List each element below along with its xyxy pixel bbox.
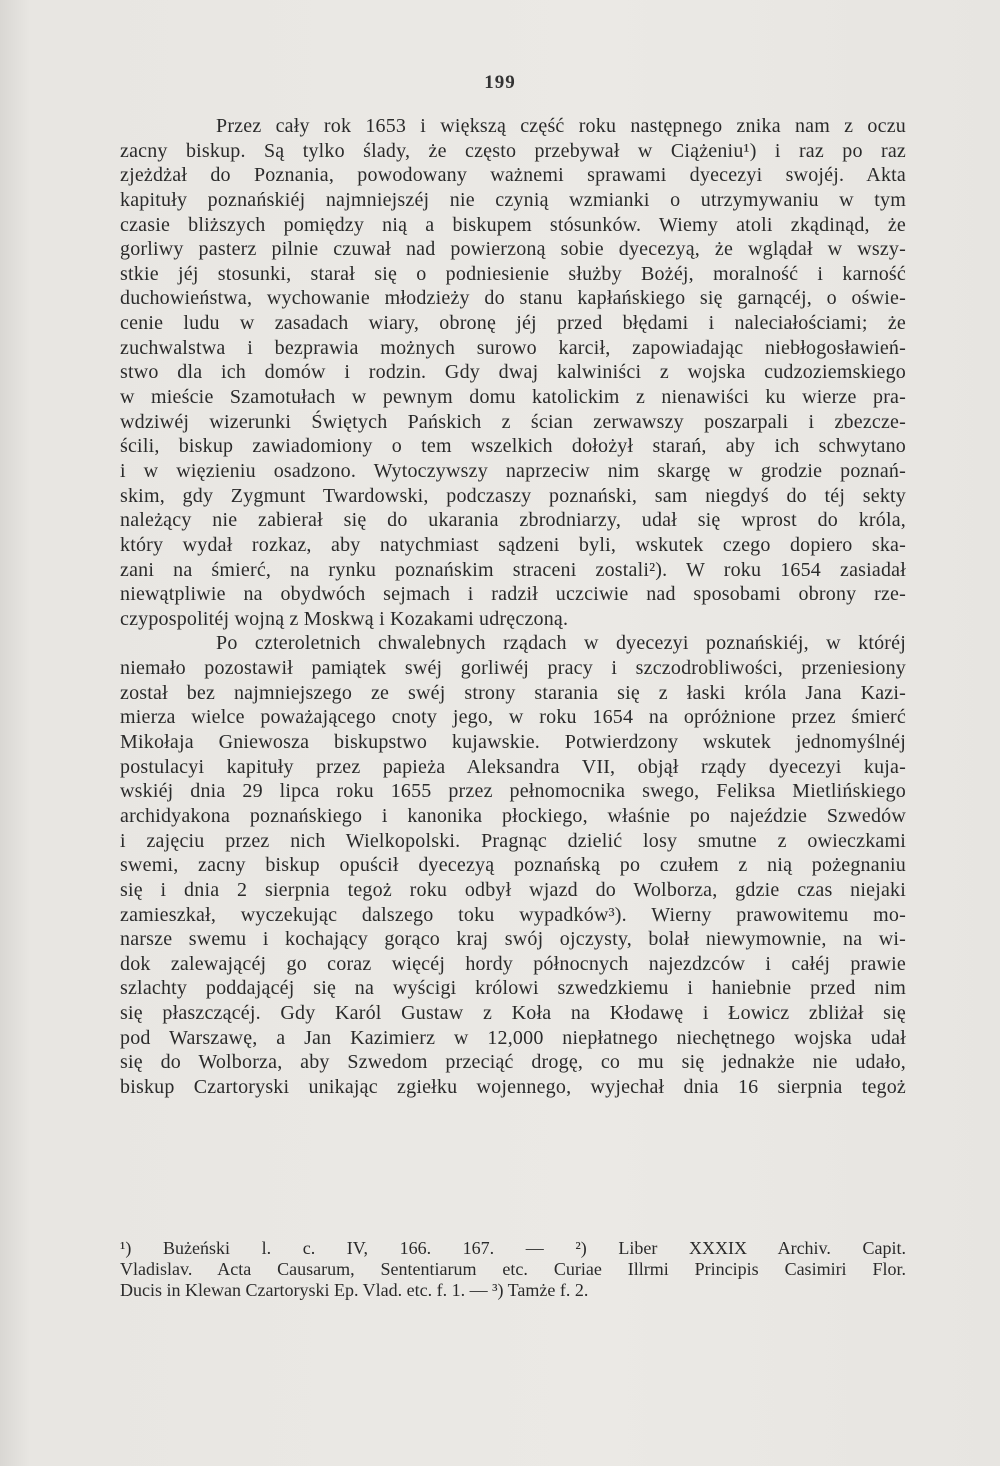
text-line: postulacyi kapituły przez papieża Aleksandra VII, objął rządy dyecezyi kuja- [120,755,906,778]
text-line: swemi, zacny biskup opuścił dyecezyą poznańską po czułem z nią pożegnaniu [120,854,906,877]
text-line: skim, gdy Zygmunt Twardowski, podczaszy poznański, sam niegdyś do téj sekty [120,484,906,507]
text-line: który wydał rozkaz, aby natychmiast sądzeni byli, wskutek czego dopiero ska- [120,533,906,556]
text-line: zuchwalstwa i bezprawia możnych surowo karcił, zapowiadając niebłogosławień- [120,336,906,359]
text-line: należący nie zabierał się do ukarania zbrodniarzy, udał się wprost do króla, [120,509,906,532]
text-line: gorliwy pasterz pilnie czuwał nad powierzoną sobie dyecezyą, że wglądał w wszy- [120,238,906,261]
text-line: niewątpliwie na obydwóch sejmach i radził uczciwie nad sposobami obrony rze- [120,583,906,606]
text-line: został bez najmniejszego ze swéj strony starania się z łaski króla Jana Kazi- [120,681,906,704]
text-line: pod Warszawę, a Jan Kazimierz w 12,000 niepłatnego niechętnego wojska udał [120,1026,906,1049]
text-line: mierza wielce poważającego cnoty jego, w roku 1654 na opróżnione przez śmierć [120,706,906,729]
text-line: czasie bliższych pomiędzy nią a biskupem stósunków. Wiemy atoli zkądinąd, że [120,213,906,236]
text-line: stwo dla ich domów i rodzin. Gdy dwaj kalwiniści z wojska cudzoziemskiego [120,361,906,384]
text-line: narsze swemu i kochający gorąco kraj swój ojczysty, bolał niewymownie, na wi- [120,928,906,951]
page-number: 199 [484,72,516,93]
text-line: cenie ludu w zasadach wiary, obronę jéj przed błędami i naleciałościami; że [120,312,906,335]
text-line: i w więzieniu osadzono. Wytoczywszy naprzeciw nim skargę w grodzie poznań- [120,459,906,482]
text-line: Mikołaja Gniewosza biskupstwo kujawskie. Potwierdzony wskutek jednomyślnéj [120,731,906,754]
footnote-line: Ducis in Klewan Czartoryski Ep. Vlad. etc. f. 1. — ³) Tamże f. 2. [120,1280,589,1300]
text-line: duchowieństwa, wychowanie młodzieży do stanu kapłańskiego się garnącéj, o oświe- [120,287,906,310]
footnote-line: Vladislav. Acta Causarum, Sententiarum etc. Curiae Illrmi Principis Casimiri Flor. [120,1259,906,1279]
footnotes [120,1238,906,1301]
text-line: się do Wolborza, aby Szwedom przeciąć drogę, co mu się jednakże nie udało, [120,1051,906,1074]
text-line: Po czteroletnich chwalebnych rządach w dyecezyi poznańskiéj, w któréj [216,632,906,655]
text-line: czypospolitéj wojną z Moskwą i Kozakami udręczoną. [120,607,569,630]
text-line: ścili, biskup zawiadomiony o tem wszelkich dołożył starań, aby ich schwytano [120,435,906,458]
text-line: w mieście Szamotułach w pewnym domu katolickim z nienawiści ku wierze pra- [120,386,906,409]
text-line: zani na śmierć, na rynku poznańskim straceni zostali²). W roku 1654 zasiadał [120,558,906,581]
main-text [120,114,906,1100]
text-line: archidyakona poznańskiego i kanonika płockiego, właśnie po najeździe Szwedów [120,804,906,827]
text-line: wskiéj dnia 29 lipca roku 1655 przez pełnomocnika swego, Feliksa Mietlińskiego [120,780,906,803]
text-line: dok zalewającéj go coraz więcéj hordy północnych najezdzców i całéj prawie [120,952,906,975]
text-line: wdziwéj wizerunki Świętych Pańskich z ścian zerwawszy poszarpali i zbezcze- [120,410,906,433]
text-line: zjeżdżał do Poznania, powodowany ważnemi sprawami dyecezyi swojéj. Akta [120,164,906,187]
text-line: się i dnia 2 sierpnia tegoż roku odbył wjazd do Wolborza, gdzie czas niejaki [120,878,906,901]
text-line: zacny biskup. Są tylko ślady, że często przebywał w Ciążeniu¹) i raz po raz [120,139,906,162]
text-line: szlachty poddającéj się na wyścigi królowi szwedzkiemu i haniebnie przed nim [120,977,906,1000]
text-line: się płaszczącéj. Gdy Karól Gustaw z Koła na Kłodawę i Łowicz zbliżał się [120,1002,906,1025]
text-line: stkie jéj stosunki, starał się o podniesienie służby Bożéj, moralność i karność [120,262,906,285]
text-line: zamieszkał, wyczekując dalszego toku wypadków³). Wierny prawowitemu mo- [120,903,906,926]
text-line: Przez cały rok 1653 i większą część roku następnego znika nam z oczu [216,115,906,137]
text-line: niemało pozostawił pamiątek swéj gorliwéj pracy i szczodrobliwości, przeniesiony [120,657,906,680]
text-line: biskup Czartoryski unikając zgiełku wojennego, wyjechał dnia 16 sierpnia tegoż [120,1075,906,1098]
text-line: kapituły poznańskiéj najmniejszéj nie czynią wzmianki o utrzymywaniu w tym [120,188,906,211]
footnote-line: ¹) Bużeński l. c. IV, 166. 167. — ²) Liber XXXIX Archiv. Capit. [120,1238,906,1258]
text-line: i zajęciu przez nich Wielkopolski. Pragnąc dzielić losy smutne z owieczkami [120,829,906,852]
